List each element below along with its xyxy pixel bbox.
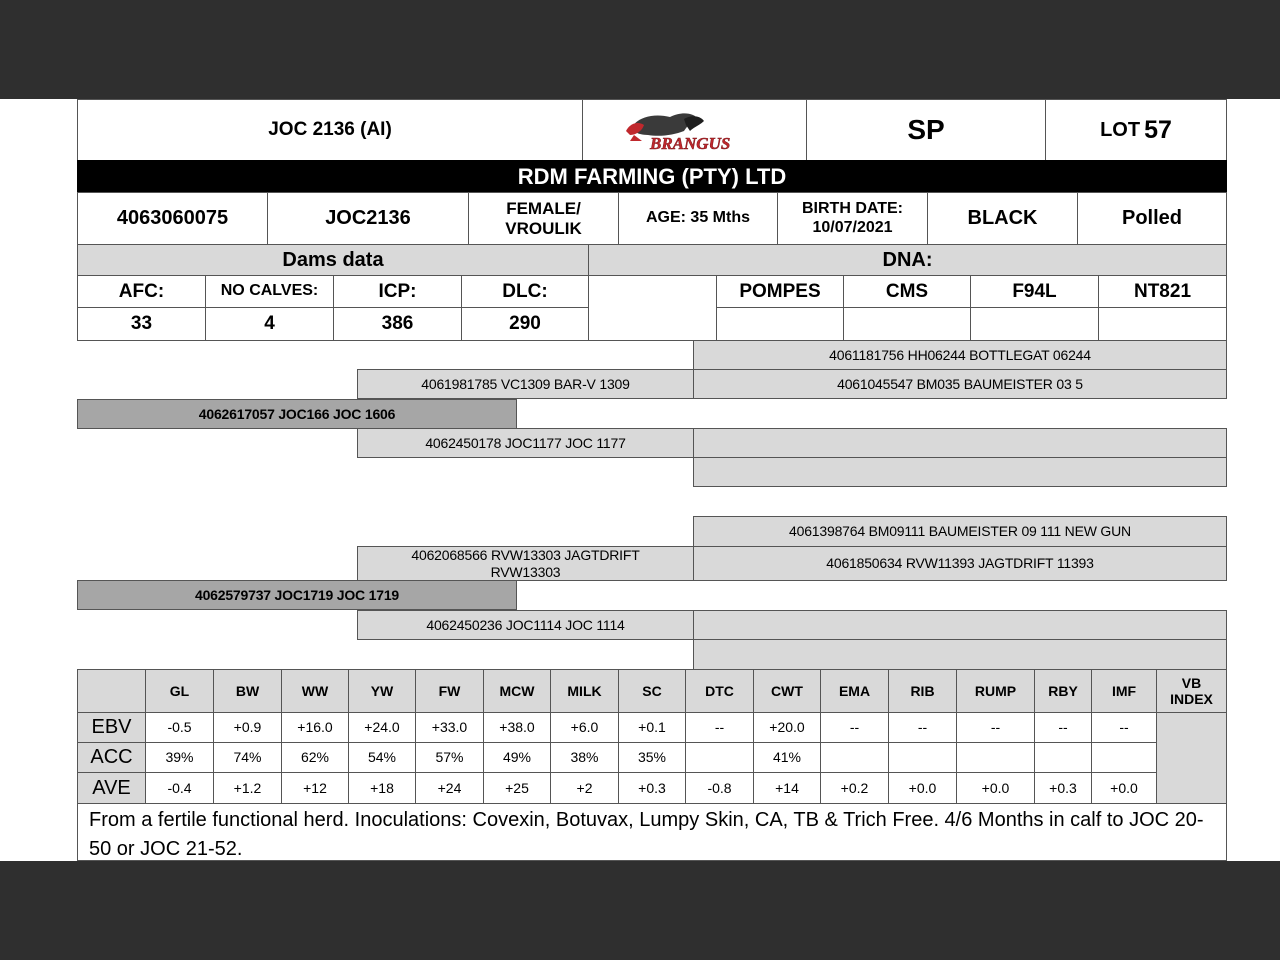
vb-index-value xyxy=(1156,712,1227,804)
brangus-logo-text: BRANGUS xyxy=(649,134,730,153)
ebv-corner xyxy=(77,669,146,713)
acc-imf xyxy=(1091,742,1157,773)
pedigree-dam-dam: 4062450236 JOC1114 JOC 1114 xyxy=(357,610,694,640)
herd-code: JOC2136 xyxy=(267,192,469,245)
acc-fw: 57% xyxy=(415,742,484,773)
colour-field: BLACK xyxy=(927,192,1078,245)
lot-box xyxy=(1045,99,1227,161)
dams-data-title: Dams data xyxy=(77,244,589,276)
ave-ema: +0.2 xyxy=(820,772,889,804)
ebv-col-ema: EMA xyxy=(820,669,889,713)
ebv-gl: -0.5 xyxy=(145,712,214,743)
animal-id-number: 4063060075 xyxy=(77,192,268,245)
ebv-imf: -- xyxy=(1091,712,1157,743)
ebv-col-rib: RIB xyxy=(888,669,957,713)
vb-index-line2: INDEX xyxy=(1170,691,1213,707)
ebv-col-yw: YW xyxy=(348,669,416,713)
acc-rump xyxy=(956,742,1035,773)
ave-mcw: +25 xyxy=(483,772,551,804)
lot-number: 57 xyxy=(1144,115,1172,144)
ebv-col-fw: FW xyxy=(415,669,484,713)
acc-ema xyxy=(820,742,889,773)
ebv-dtc: -- xyxy=(685,712,754,743)
pedigree-dam: 4062579737 JOC1719 JOC 1719 xyxy=(77,580,517,610)
ebv-col-imf: IMF xyxy=(1091,669,1157,713)
ebv-col-sc: SC xyxy=(618,669,686,713)
ebv-rump: -- xyxy=(956,712,1035,743)
ebv-yw: +24.0 xyxy=(348,712,416,743)
ebv-fw: +33.0 xyxy=(415,712,484,743)
vb-index-line1: VB xyxy=(1181,674,1202,691)
ebv-col-cwt: CWT xyxy=(753,669,821,713)
pedigree-sire-dam-sire xyxy=(693,428,1227,458)
acc-milk: 38% xyxy=(550,742,619,773)
pedigree-sire-sire-dam: 4061045547 BM035 BAUMEISTER 03 5 xyxy=(693,369,1227,399)
remarks: From a fertile functional herd. Inoculations: Covexin, Botuvax, Lumpy Skin, CA, TB & Trich Free. 4/6 Months in calf to JOC 20-50 or JOC 21-52. xyxy=(77,803,1227,861)
ebv-rib: -- xyxy=(888,712,957,743)
dams-header-dlc: DLC: xyxy=(461,275,589,308)
ave-yw: +18 xyxy=(348,772,416,804)
dna-title: DNA: xyxy=(588,244,1227,276)
dna-blank-cell xyxy=(588,275,717,341)
acc-rib xyxy=(888,742,957,773)
ebv-row-label: EBV xyxy=(77,712,146,743)
horn-status-field: Polled xyxy=(1077,192,1227,245)
birth-date-value: 10/07/2021 xyxy=(812,218,893,236)
brangus-logo xyxy=(582,99,807,161)
sex-field xyxy=(468,192,619,245)
ebv-rby: -- xyxy=(1034,712,1092,743)
pedigree-sire-dam: 4062450178 JOC1177 JOC 1177 xyxy=(357,428,694,458)
dams-value-no-calves: 4 xyxy=(205,307,334,341)
ebv-col-vb-index xyxy=(1156,669,1227,713)
ebv-col-milk: MILK xyxy=(550,669,619,713)
acc-rby xyxy=(1034,742,1092,773)
dams-header-no-calves: NO CALVES: xyxy=(205,275,334,308)
ave-ww: +12 xyxy=(281,772,349,804)
pedigree-sire: 4062617057 JOC166 JOC 1606 xyxy=(77,399,517,429)
ebv-mcw: +38.0 xyxy=(483,712,551,743)
dna-value-pompes xyxy=(716,307,844,341)
dams-value-afc: 33 xyxy=(77,307,206,341)
pedigree-dam-sire: 4062068566 RVW13303 JAGTDRIFT RVW13303 xyxy=(357,546,694,581)
acc-mcw: 49% xyxy=(483,742,551,773)
dna-header-f94l: F94L xyxy=(970,275,1099,308)
grade-badge: SP xyxy=(806,99,1046,161)
acc-gl: 39% xyxy=(145,742,214,773)
lot-label: LOT xyxy=(1100,118,1141,141)
ave-milk: +2 xyxy=(550,772,619,804)
ebv-col-ww: WW xyxy=(281,669,349,713)
acc-yw: 54% xyxy=(348,742,416,773)
acc-dtc xyxy=(685,742,754,773)
birth-date-label: BIRTH DATE: xyxy=(801,200,904,218)
dna-header-cms: CMS xyxy=(843,275,971,308)
acc-row-label: ACC xyxy=(77,742,146,773)
pedigree-sire-dam-dam xyxy=(693,457,1227,487)
pedigree-dam-dam-sire xyxy=(693,610,1227,640)
ave-sc: +0.3 xyxy=(618,772,686,804)
ave-fw: +24 xyxy=(415,772,484,804)
dna-header-pompes: POMPES xyxy=(716,275,844,308)
ebv-bw: +0.9 xyxy=(213,712,282,743)
acc-bw: 74% xyxy=(213,742,282,773)
dams-header-icp: ICP: xyxy=(333,275,462,308)
dams-value-dlc: 290 xyxy=(461,307,589,341)
ave-row-label: AVE xyxy=(77,772,146,804)
ave-dtc: -0.8 xyxy=(685,772,754,804)
acc-ww: 62% xyxy=(281,742,349,773)
ebv-col-dtc: DTC xyxy=(685,669,754,713)
ave-cwt: +14 xyxy=(753,772,821,804)
dna-value-f94l xyxy=(970,307,1099,341)
dams-value-icp: 386 xyxy=(333,307,462,341)
ebv-col-mcw: MCW xyxy=(483,669,551,713)
sex-line2: VROULIK xyxy=(505,218,582,238)
ave-gl: -0.4 xyxy=(145,772,214,804)
dna-header-nt821: NT821 xyxy=(1098,275,1227,308)
ebv-col-gl: GL xyxy=(145,669,214,713)
pedigree-dam-sire-dam: 4061850634 RVW11393 JAGTDRIFT 11393 xyxy=(693,546,1227,581)
ebv-milk: +6.0 xyxy=(550,712,619,743)
dna-value-cms xyxy=(843,307,971,341)
animal-name: JOC 2136 (AI) xyxy=(77,99,583,161)
ebv-cwt: +20.0 xyxy=(753,712,821,743)
ebv-col-rump: RUMP xyxy=(956,669,1035,713)
breeder-banner: RDM FARMING (PTY) LTD xyxy=(77,160,1227,193)
pedigree-sire-sire-sire: 4061181756 HH06244 BOTTLEGAT 06244 xyxy=(693,340,1227,370)
catalogue-sheet xyxy=(0,99,1280,861)
ave-rib: +0.0 xyxy=(888,772,957,804)
ave-imf: +0.0 xyxy=(1091,772,1157,804)
ebv-col-rby: RBY xyxy=(1034,669,1092,713)
sex-line1: FEMALE/ xyxy=(506,198,581,218)
acc-sc: 35% xyxy=(618,742,686,773)
pedigree-sire-sire: 4061981785 VC1309 BAR-V 1309 xyxy=(357,369,694,399)
birth-date-field xyxy=(777,192,928,245)
dna-value-nt821 xyxy=(1098,307,1227,341)
ave-rby: +0.3 xyxy=(1034,772,1092,804)
ave-rump: +0.0 xyxy=(956,772,1035,804)
pedigree-dam-sire-sire: 4061398764 BM09111 BAUMEISTER 09 111 NEW GUN xyxy=(693,516,1227,547)
brangus-logo-icon xyxy=(620,105,770,155)
ebv-col-bw: BW xyxy=(213,669,282,713)
acc-cwt: 41% xyxy=(753,742,821,773)
pedigree-dam-dam-dam xyxy=(693,639,1227,670)
age-field: AGE: 35 Mths xyxy=(618,192,778,245)
ave-bw: +1.2 xyxy=(213,772,282,804)
ebv-ema: -- xyxy=(820,712,889,743)
ebv-ww: +16.0 xyxy=(281,712,349,743)
ebv-sc: +0.1 xyxy=(618,712,686,743)
dams-header-afc: AFC: xyxy=(77,275,206,308)
